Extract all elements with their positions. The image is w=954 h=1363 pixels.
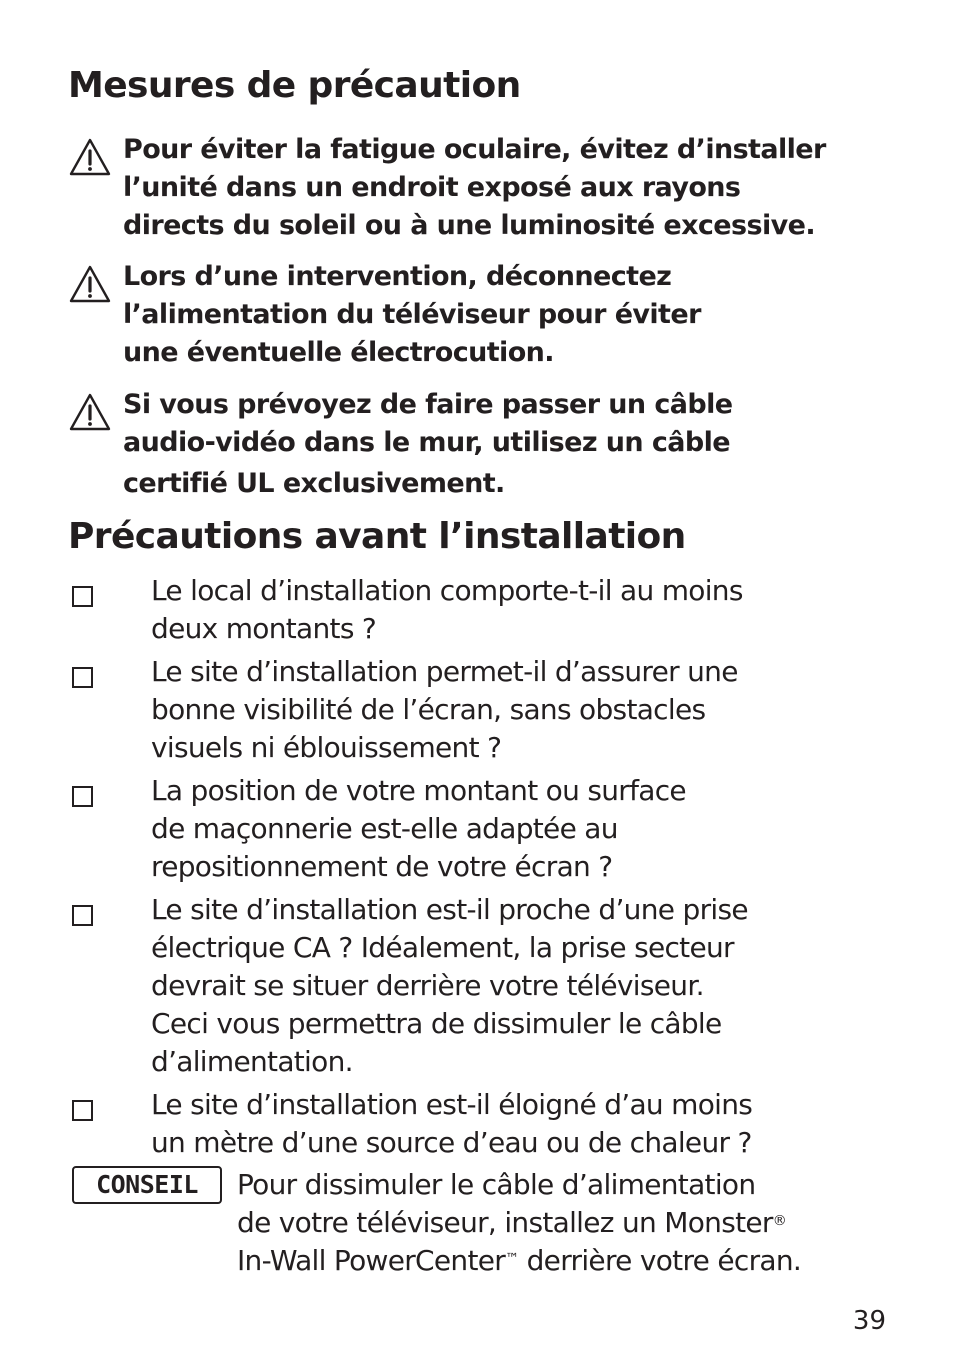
- checklist-line: d’alimentation.: [151, 1045, 353, 1078]
- checklist-text: [151, 653, 871, 767]
- warning-line: l’unité dans un endroit exposé aux rayons: [123, 172, 741, 203]
- checkbox[interactable]: [72, 586, 93, 607]
- checklist-line: repositionnement de votre écran ?: [151, 850, 613, 883]
- checkbox[interactable]: [72, 667, 93, 688]
- checkbox[interactable]: [72, 1100, 93, 1121]
- checkbox[interactable]: [72, 786, 93, 807]
- checkbox[interactable]: [72, 905, 93, 926]
- checklist-line: Ceci vous permettra de dissimuler le câble: [151, 1007, 722, 1040]
- checklist-text: [151, 891, 871, 1081]
- tip-line: Pour dissimuler le câble d’alimentation: [237, 1168, 756, 1201]
- section-title-precautions: Mesures de précaution: [68, 65, 521, 106]
- warning-line: directs du soleil ou à une luminosité excessive.: [123, 210, 815, 241]
- warning-text: [123, 131, 883, 245]
- warning-line: une éventuelle électrocution.: [123, 337, 554, 368]
- checklist-line: La position de votre montant ou surface: [151, 774, 686, 807]
- warning-line: Si vous prévoyez de faire passer un câble: [123, 389, 733, 420]
- tip-line-text: derrière votre écran.: [518, 1244, 802, 1277]
- registered-mark: ®: [772, 1213, 787, 1229]
- section-title-pre-installation: Précautions avant l’installation: [68, 516, 686, 557]
- checklist-text: [151, 1086, 871, 1162]
- warning-line: audio-vidéo dans le mur, utilisez un câble: [123, 427, 730, 458]
- trademark-mark: ™: [505, 1251, 519, 1267]
- warning-text: [123, 386, 883, 503]
- checklist-line: deux montants ?: [151, 612, 377, 645]
- checklist-line: Le site d’installation permet-il d’assurer une: [151, 655, 738, 688]
- checklist-line: bonne visibilité de l’écran, sans obstacles: [151, 693, 706, 726]
- warning-triangle-icon: [68, 392, 112, 432]
- checklist-line: devrait se situer derrière votre téléviseur.: [151, 969, 704, 1002]
- tip-line: [237, 1242, 877, 1280]
- tip-line-text: de votre téléviseur, installez un Monster: [237, 1206, 773, 1239]
- warning-line: Pour éviter la fatigue oculaire, évitez d’installer: [123, 134, 826, 165]
- checklist-line: un mètre d’une source d’eau ou de chaleur ?: [151, 1126, 752, 1159]
- warning-line: l’alimentation du téléviseur pour éviter: [123, 299, 701, 330]
- tip-text: [237, 1166, 877, 1280]
- tip-badge: CONSEIL: [72, 1166, 222, 1204]
- checklist-line: Le site d’installation est-il éloigné d’au moins: [151, 1088, 753, 1121]
- checklist-text: [151, 772, 871, 886]
- checklist-line: de maçonnerie est-elle adaptée au: [151, 812, 618, 845]
- checklist-text: [151, 572, 871, 648]
- warning-line: certifié UL exclusivement.: [123, 468, 505, 499]
- checklist-line: Le local d’installation comporte-t-il au moins: [151, 574, 743, 607]
- checklist-line: Le site d’installation est-il proche d’une prise: [151, 893, 748, 926]
- page-number: 39: [852, 1306, 886, 1336]
- warning-line: Lors d’une intervention, déconnectez: [123, 261, 672, 292]
- warning-text: [123, 258, 883, 372]
- warning-triangle-icon: [68, 137, 112, 177]
- checklist-line: visuels ni éblouissement ?: [151, 731, 502, 764]
- warning-triangle-icon: [68, 264, 112, 304]
- tip-line: [237, 1204, 877, 1242]
- checklist-line: électrique CA ? Idéalement, la prise secteur: [151, 931, 734, 964]
- tip-line-text: In-Wall PowerCenter: [237, 1244, 506, 1277]
